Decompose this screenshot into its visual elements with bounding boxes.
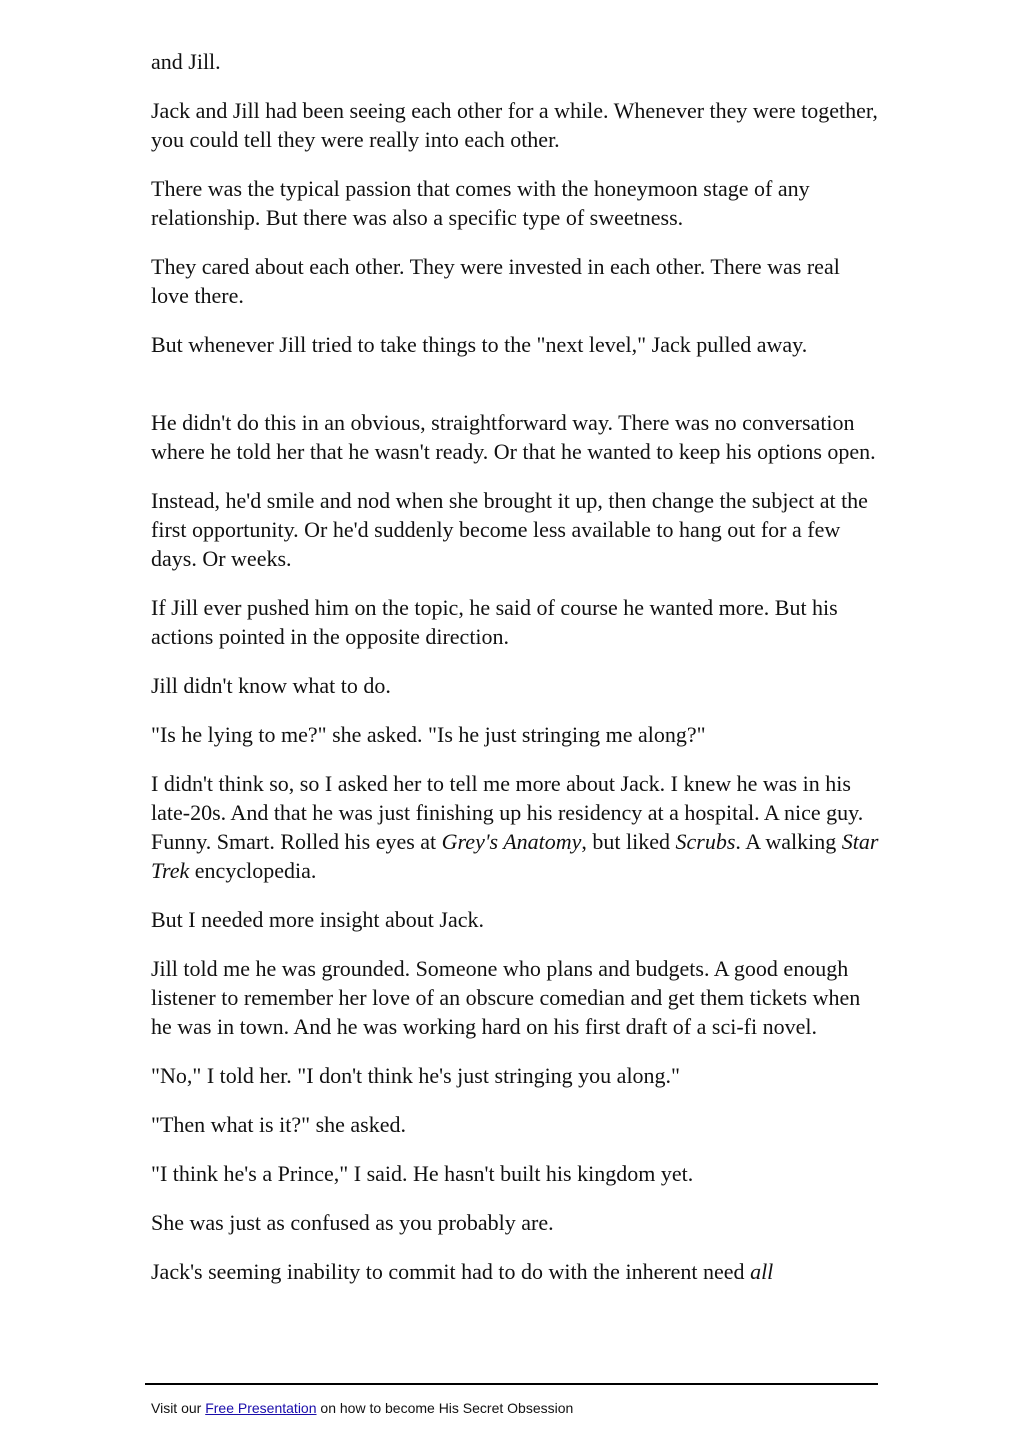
italic-title: Scrubs bbox=[675, 829, 736, 854]
text-run: I didn't think so, so I asked her to tell me more about Jack. I knew he was in his late-20s. And that he was just finishing up his residency at a hospital. A nice guy. Funny. Smart. Rolled his eyes at bbox=[151, 771, 864, 854]
footer bbox=[151, 1399, 573, 1417]
paragraph: Jill told me he was grounded. Someone who plans and budgets. A good enough listener to remember her love of an obscure comedian and get them tickets when he was in town. And he was working hard on his first draft of a sci-fi novel. bbox=[151, 956, 861, 1039]
document-body bbox=[151, 47, 881, 1306]
paragraph: She was just as confused as you probably are. bbox=[151, 1210, 554, 1235]
italic-title: Grey's Anatomy bbox=[441, 829, 582, 854]
text-run: encyclopedia. bbox=[189, 858, 317, 883]
paragraph: Jack and Jill had been seeing each other for a while. Whenever they were together, you could tell they were really into each other. bbox=[151, 98, 878, 152]
paragraph: But I needed more insight about Jack. bbox=[151, 907, 484, 932]
paragraph: If Jill ever pushed him on the topic, he said of course he wanted more. But his actions pointed in the opposite direction. bbox=[151, 595, 838, 649]
text-run: . A walking bbox=[735, 829, 842, 854]
paragraph: "No," I told her. "I don't think he's just stringing you along." bbox=[151, 1063, 681, 1088]
paragraph: Instead, he'd smile and nod when she brought it up, then change the subject at the first opportunity. Or he'd suddenly become less available to hang out for a few days. Or weeks. bbox=[151, 488, 868, 571]
paragraph: He didn't do this in an obvious, straightforward way. There was no conversation where he told her that he wasn't ready. Or that he wanted to keep his options open. bbox=[151, 410, 876, 464]
paragraph: There was the typical passion that comes with the honeymoon stage of any relationship. But there was also a specific type of sweetness. bbox=[151, 176, 810, 230]
paragraph: "I think he's a Prince," I said. He hasn't built his kingdom yet. bbox=[151, 1161, 694, 1186]
text-run: , but liked bbox=[581, 829, 676, 854]
paragraph: But whenever Jill tried to take things to the "next level," Jack pulled away. bbox=[151, 332, 808, 357]
free-presentation-link[interactable]: Free Presentation bbox=[205, 1400, 317, 1416]
italic-word: all bbox=[750, 1259, 774, 1284]
paragraph-truncated bbox=[151, 1257, 881, 1286]
text-run: Jack's seeming inability to commit had to do with the inherent need bbox=[151, 1259, 751, 1284]
paragraph-with-titles bbox=[151, 769, 881, 885]
paragraph: and Jill. bbox=[151, 49, 221, 74]
paragraph: "Then what is it?" she asked. bbox=[151, 1112, 407, 1137]
paragraph: They cared about each other. They were invested in each other. There was real love there. bbox=[151, 254, 840, 308]
footer-prefix: Visit our bbox=[151, 1400, 206, 1416]
italic-title: Star Trek bbox=[151, 829, 879, 883]
footer-suffix: on how to become His Secret Obsession bbox=[316, 1400, 574, 1416]
paragraph: Jill didn't know what to do. bbox=[151, 673, 391, 698]
paragraph: "Is he lying to me?" she asked. "Is he just stringing me along?" bbox=[151, 722, 706, 747]
footer-divider bbox=[145, 1383, 878, 1385]
